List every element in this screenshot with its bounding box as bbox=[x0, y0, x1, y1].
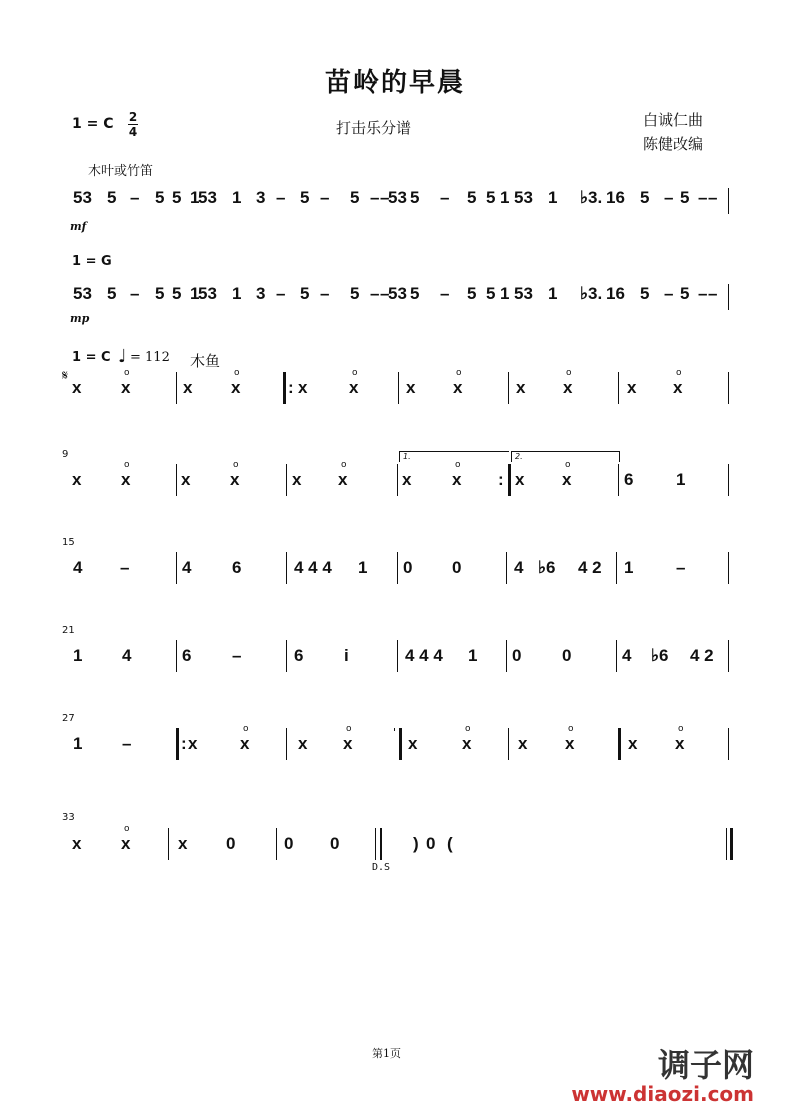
melody-note: 16 bbox=[606, 188, 625, 207]
melody-note: 53 bbox=[514, 284, 533, 303]
accent-mark: o bbox=[124, 368, 130, 378]
melody-note: – bbox=[698, 284, 708, 303]
barline bbox=[508, 464, 511, 496]
melody-note: 5 bbox=[350, 188, 360, 207]
melody-note: 5 bbox=[172, 188, 182, 207]
percussion-hit: x bbox=[673, 378, 683, 397]
melody-note: 5 bbox=[486, 188, 496, 207]
measure-number: 33 bbox=[62, 812, 75, 823]
accent-mark: o bbox=[678, 724, 684, 734]
composer-credit: 白诚仁曲 bbox=[643, 111, 704, 129]
percussion-hit: x bbox=[121, 378, 131, 397]
melody-note: 1 bbox=[232, 284, 242, 303]
melody-note: 3 bbox=[256, 284, 266, 303]
melody-note: – bbox=[276, 284, 286, 303]
percussion-hit: x bbox=[462, 734, 472, 753]
measure-number: 27 bbox=[62, 713, 75, 724]
barline bbox=[397, 464, 398, 496]
percussion-hit: x bbox=[121, 470, 131, 489]
barline bbox=[375, 828, 376, 860]
key-signature: 1 = C bbox=[72, 116, 114, 132]
melody-note: – bbox=[676, 558, 686, 577]
barline bbox=[176, 464, 177, 496]
melody-note: 1 bbox=[468, 646, 478, 665]
melody-note: 1 bbox=[676, 470, 686, 489]
accent-mark: o bbox=[243, 724, 249, 734]
barline bbox=[616, 552, 617, 584]
barline bbox=[508, 372, 509, 404]
melody-note: 1 bbox=[190, 188, 200, 207]
percussion-hit: x bbox=[298, 378, 308, 397]
melody-note: 5 bbox=[155, 188, 165, 207]
page-title: 苗岭的早晨 bbox=[324, 68, 465, 98]
melody-note: i bbox=[344, 646, 349, 665]
percussion-hit: x bbox=[231, 378, 241, 397]
melody-note: 6 bbox=[624, 470, 634, 489]
melody-note: 4 bbox=[622, 646, 632, 665]
barline bbox=[728, 728, 729, 760]
quarter-note-icon: ♩ bbox=[118, 346, 127, 367]
melody-note: 53 bbox=[388, 284, 407, 303]
melody-note: – bbox=[708, 188, 718, 207]
segno-icon: 𝄋 bbox=[62, 368, 69, 384]
melody-note: 3 bbox=[256, 188, 266, 207]
repeat-dots: : bbox=[181, 734, 187, 753]
percussion-hit: x bbox=[675, 734, 685, 753]
melody-note: – bbox=[130, 188, 140, 207]
melody-note: – bbox=[276, 188, 286, 207]
repeat-dots: : bbox=[498, 470, 504, 489]
melody-note: 5 bbox=[410, 284, 420, 303]
dal-segno: D.S bbox=[372, 862, 391, 873]
melody-note: – bbox=[708, 284, 718, 303]
volta-2: 2. bbox=[511, 451, 620, 462]
melody-note: 6 bbox=[182, 646, 192, 665]
measure-number: 15 bbox=[62, 537, 75, 548]
barline bbox=[176, 728, 179, 760]
repeat-dots: : bbox=[288, 378, 294, 397]
barline bbox=[728, 640, 729, 672]
percussion-hit: x bbox=[178, 834, 188, 853]
accent-mark: o bbox=[455, 460, 461, 470]
melody-note: 5 bbox=[640, 188, 650, 207]
barline bbox=[286, 728, 287, 760]
barline bbox=[283, 372, 286, 404]
percussion-hit: x bbox=[230, 470, 240, 489]
melody-note: 1 bbox=[500, 188, 510, 207]
accent-mark: o bbox=[568, 724, 574, 734]
barline bbox=[168, 828, 169, 860]
accent-mark: o bbox=[352, 368, 358, 378]
melody-note: ♭3. bbox=[580, 284, 603, 303]
barline bbox=[618, 728, 621, 760]
percussion-hit: x bbox=[121, 834, 131, 853]
melody-note: ) bbox=[413, 834, 419, 853]
barline bbox=[728, 372, 729, 404]
barline bbox=[276, 828, 277, 860]
melody-note: 1 bbox=[73, 734, 83, 753]
melody-note: 4 bbox=[514, 558, 524, 577]
accent-mark: o bbox=[465, 724, 471, 734]
melody-note: 5 bbox=[300, 188, 310, 207]
melody-note: 5 bbox=[107, 284, 117, 303]
melody-note: 53 bbox=[388, 188, 407, 207]
accent-mark: o bbox=[565, 460, 571, 470]
melody-note: 4 4 4 bbox=[405, 646, 443, 665]
percussion-hit: x bbox=[240, 734, 250, 753]
barline bbox=[618, 464, 619, 496]
melody-note: ♭6 bbox=[538, 558, 556, 577]
melody-note: 0 bbox=[284, 834, 294, 853]
melody-note: 4 2 bbox=[578, 558, 602, 577]
measure-number: 9 bbox=[62, 449, 69, 460]
melody-note: 0 bbox=[452, 558, 462, 577]
tempo-marking: = 112 bbox=[130, 350, 170, 365]
percussion-hit: x bbox=[188, 734, 198, 753]
melody-note: ♭6 bbox=[651, 646, 669, 665]
barline bbox=[506, 640, 507, 672]
melody-note: – bbox=[120, 558, 130, 577]
page-number: 第1页 bbox=[372, 1047, 401, 1060]
measure-number: 21 bbox=[62, 625, 75, 636]
melody-note: 53 bbox=[198, 188, 217, 207]
melody-note: – bbox=[232, 646, 242, 665]
melody-note: 4 2 bbox=[690, 646, 714, 665]
melody-note: 5 bbox=[467, 284, 477, 303]
dynamic-marking-2: mp bbox=[70, 312, 90, 325]
barline bbox=[728, 464, 729, 496]
melody-note: – bbox=[440, 188, 450, 207]
percussion-hit: x bbox=[452, 470, 462, 489]
melody-note: 5 bbox=[155, 284, 165, 303]
percussion-hit: x bbox=[406, 378, 416, 397]
melody-note: 53 bbox=[198, 284, 217, 303]
melody-note: 5 bbox=[350, 284, 360, 303]
percussion-hit: x bbox=[343, 734, 353, 753]
percussion-hit: x bbox=[515, 470, 525, 489]
percussion-hit: x bbox=[72, 378, 82, 397]
watermark-url: www.diaozi.com bbox=[571, 1082, 754, 1106]
barline bbox=[176, 372, 177, 404]
barline bbox=[397, 640, 398, 672]
barline bbox=[506, 552, 507, 584]
melody-note: 5 bbox=[410, 188, 420, 207]
barline bbox=[397, 552, 398, 584]
accent-mark: o bbox=[124, 460, 130, 470]
melody-note: 4 bbox=[73, 558, 83, 577]
melody-note: 5 bbox=[640, 284, 650, 303]
accent-mark: o bbox=[676, 368, 682, 378]
melody-note: 5 bbox=[107, 188, 117, 207]
percussion-hit: x bbox=[453, 378, 463, 397]
barline bbox=[176, 552, 177, 584]
barline bbox=[286, 552, 287, 584]
melody-note: – bbox=[370, 188, 380, 207]
melody-note: 1 bbox=[548, 284, 558, 303]
percussion-hit: x bbox=[562, 470, 572, 489]
barline bbox=[728, 552, 729, 584]
percussion-hit: x bbox=[183, 378, 193, 397]
barline bbox=[399, 728, 402, 760]
melody-note: 53 bbox=[73, 188, 92, 207]
percussion-hit: x bbox=[349, 378, 359, 397]
melody-note: 1 bbox=[548, 188, 558, 207]
percussion-hit: x bbox=[402, 470, 412, 489]
melody-note: 0 bbox=[403, 558, 413, 577]
percussion-hit: x bbox=[516, 378, 526, 397]
barline bbox=[398, 372, 399, 404]
accent-mark: o bbox=[124, 824, 130, 834]
melody-note: – bbox=[698, 188, 708, 207]
melody-note: 5 bbox=[680, 284, 690, 303]
melody-note: 6 bbox=[232, 558, 242, 577]
melody-note: 1 bbox=[358, 558, 368, 577]
melody-note: – bbox=[370, 284, 380, 303]
melody-note: 1 bbox=[232, 188, 242, 207]
melody-note: – bbox=[380, 188, 390, 207]
melody-note: 53 bbox=[73, 284, 92, 303]
barline bbox=[380, 828, 382, 860]
percussion-hit: x bbox=[408, 734, 418, 753]
melody-note: 0 bbox=[426, 834, 436, 853]
accent-mark: o bbox=[566, 368, 572, 378]
percussion-hit: x bbox=[72, 834, 82, 853]
percussion-hit: x bbox=[292, 470, 302, 489]
melody-note: 1 bbox=[500, 284, 510, 303]
accent-mark: o bbox=[346, 724, 352, 734]
barline bbox=[176, 640, 177, 672]
accent-mark: o bbox=[234, 368, 240, 378]
melody-note: – bbox=[664, 188, 674, 207]
melody-note: ( bbox=[447, 834, 453, 853]
melody-note: 53 bbox=[514, 188, 533, 207]
melody-note: 1 bbox=[73, 646, 83, 665]
melody-note: 16 bbox=[606, 284, 625, 303]
barline bbox=[726, 828, 727, 860]
barline bbox=[730, 828, 733, 860]
arranger-credit: 陈健改编 bbox=[643, 135, 704, 153]
percussion-hit: x bbox=[72, 470, 82, 489]
melody-note: 5 bbox=[680, 188, 690, 207]
melody-note: 5 bbox=[300, 284, 310, 303]
percussion-hit: x bbox=[338, 470, 348, 489]
instrument-label: 木叶或竹笛 bbox=[88, 164, 154, 179]
melody-note: 4 4 4 bbox=[294, 558, 332, 577]
melody-note: 4 bbox=[182, 558, 192, 577]
melody-note: – bbox=[380, 284, 390, 303]
watermark-logo: 调子网 bbox=[657, 1046, 754, 1084]
melody-note: 1 bbox=[624, 558, 634, 577]
melody-note: – bbox=[320, 188, 330, 207]
percussion-hit: x bbox=[627, 378, 637, 397]
melody-note: ♭3. bbox=[580, 188, 603, 207]
barline bbox=[618, 372, 619, 404]
barline bbox=[394, 728, 395, 731]
melody-note: – bbox=[664, 284, 674, 303]
melody-note: – bbox=[440, 284, 450, 303]
melody-note: 6 bbox=[294, 646, 304, 665]
barline bbox=[286, 464, 287, 496]
melody-note: 0 bbox=[562, 646, 572, 665]
time-signature: 2 4 bbox=[128, 110, 138, 139]
melody-note: 4 bbox=[122, 646, 132, 665]
percussion-hit: x bbox=[298, 734, 308, 753]
volta-1: 1. bbox=[399, 451, 509, 462]
melody-note: 5 bbox=[172, 284, 182, 303]
melody-note: 0 bbox=[512, 646, 522, 665]
melody-note: – bbox=[320, 284, 330, 303]
melody-note: 0 bbox=[226, 834, 236, 853]
accent-mark: o bbox=[456, 368, 462, 378]
barline bbox=[508, 728, 509, 760]
percussion-hit: x bbox=[518, 734, 528, 753]
percussion-hit: x bbox=[563, 378, 573, 397]
melody-note: 5 bbox=[486, 284, 496, 303]
key-signature-3: 1 = C bbox=[72, 350, 111, 365]
melody-note: – bbox=[122, 734, 132, 753]
accent-mark: o bbox=[341, 460, 347, 470]
key-signature-2: 1 = G bbox=[72, 254, 112, 269]
dynamic-marking: mf bbox=[70, 220, 87, 233]
melody-note: 1 bbox=[190, 284, 200, 303]
melody-note: – bbox=[130, 284, 140, 303]
melody-note: 5 bbox=[467, 188, 477, 207]
barline bbox=[286, 640, 287, 672]
percussion-hit: x bbox=[565, 734, 575, 753]
instrument-label-3: 木鱼 bbox=[190, 352, 221, 370]
barline bbox=[616, 640, 617, 672]
accent-mark: o bbox=[233, 460, 239, 470]
percussion-hit: x bbox=[628, 734, 638, 753]
melody-note: 0 bbox=[330, 834, 340, 853]
subtitle: 打击乐分谱 bbox=[336, 119, 412, 137]
percussion-hit: x bbox=[181, 470, 191, 489]
